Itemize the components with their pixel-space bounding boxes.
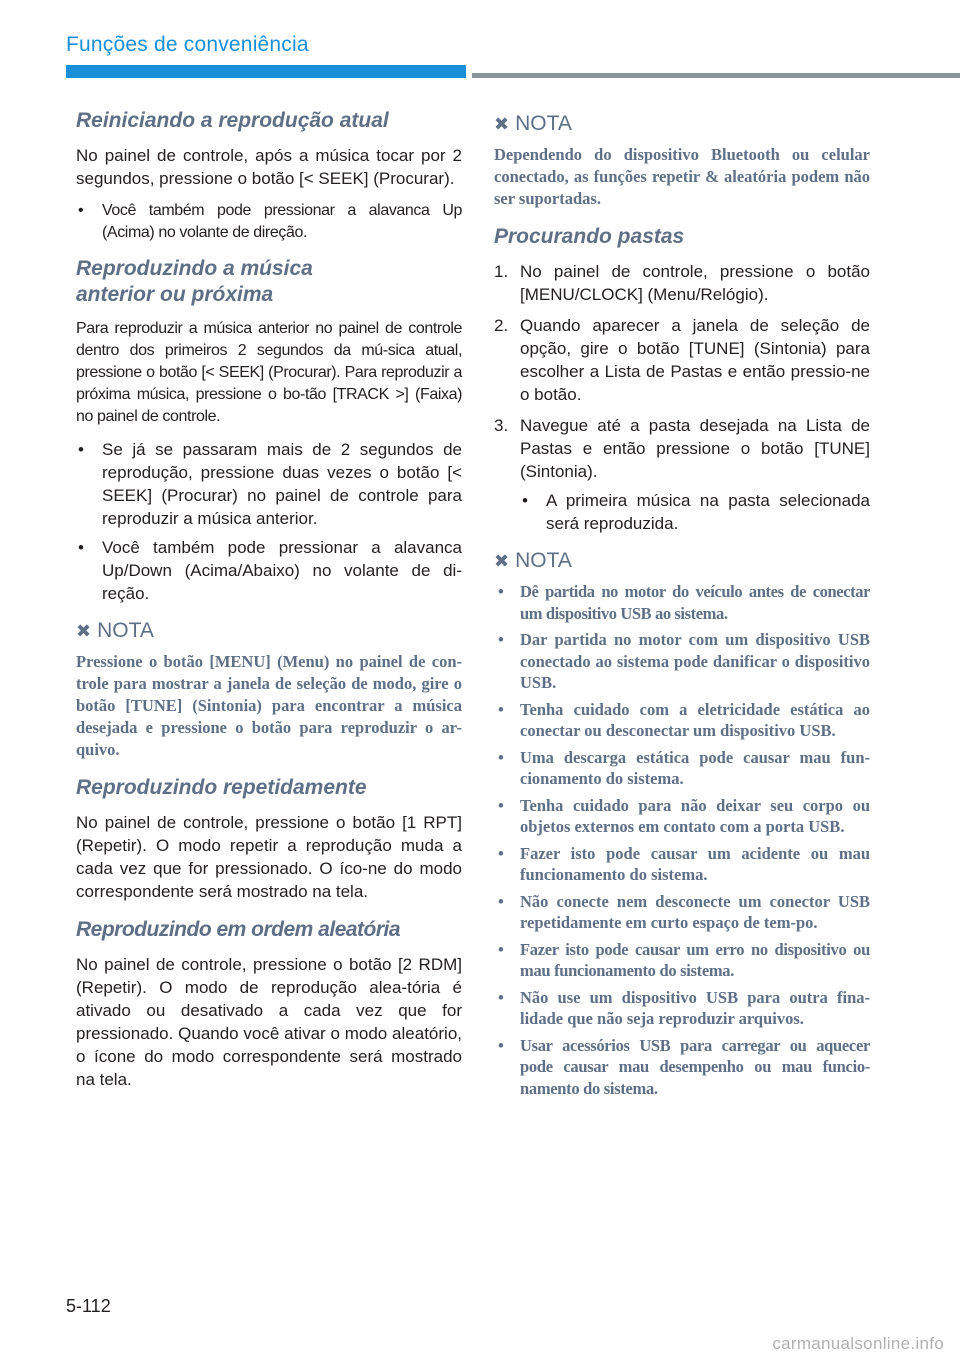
watermark: carmanualsonline.info: [772, 1334, 944, 1353]
section-body-repeat: No painel de controle, pressione o botão [1 RPT] (Repetir). O modo repetir a reprodução muda a cada vez que for pressionado. O íco-ne do modo correspondente será mostrado na tela.: [76, 813, 462, 901]
bullet-icon: •: [498, 582, 504, 601]
note-body: Pressione o botão [MENU] (Menu) no painel de con-trole para mostrar a janela de seleção de modo, gire o botão [TUNE] (Sintonia) para encontrar a música desejada e pressione o botão para reproduzir o ar-quivo.: [76, 652, 462, 759]
bullet-icon: •: [78, 202, 84, 219]
list-item: • Não use um dispositivo USB para outra fina-lidade que não seja reproduzir arquivos.: [498, 987, 870, 1028]
list-item: • Não conecte nem desconecte um conector USB repetidamente em curto espaço de tem-po.: [498, 891, 870, 932]
cross-mark-icon: ✖: [494, 113, 510, 134]
left-column: [76, 108, 462, 1101]
bullet-icon: •: [498, 795, 504, 815]
list-item: 3. Navegue até a pasta desejada na Lista de Pastas e então pressione o botão [TUNE] (Sintonia). • A primeira música na pasta selecionada será reproduzida.: [494, 416, 870, 533]
right-column: [494, 108, 870, 1104]
note-list: [494, 581, 870, 1099]
note-heading: ✖ NOTA: [494, 112, 572, 135]
folder-steps: [494, 260, 870, 535]
bullet-icon: •: [498, 939, 504, 959]
section-title-repeat: Reproduzindo repetidamente: [76, 776, 367, 799]
list-item: • Dê partida no motor do veículo antes de conectar um dispositivo USB ao sistema.: [498, 582, 870, 623]
bullet-icon: •: [498, 699, 504, 719]
list-item: • Dar partida no motor com um dispositivo USB conectado ao sistema pode danificar o dispositivo USB.: [498, 630, 870, 692]
section-title-folders: Procurando pastas: [494, 225, 685, 248]
list-item: 1. No painel de controle, pressione o botão [MENU/CLOCK] (Menu/Relógio).: [494, 262, 870, 304]
section-body-restart: No painel de controle, após a música tocar por 2 segundos, pressione o botão [< SEEK] (Procurar).: [76, 146, 462, 188]
header-accent-bar: [66, 65, 466, 78]
bullet-icon: •: [78, 538, 84, 557]
note-heading: ✖ NOTA: [494, 549, 572, 572]
page-number: 5-112: [66, 1296, 111, 1316]
list-item: 2. Quando aparecer a janela de seleção de opção, gire o botão [TUNE] (Sintonia) para escolher a Lista de Pastas e então pressio-ne o botão.: [494, 316, 870, 404]
restart-bullets: [76, 200, 462, 244]
page-header-title: Funções de conveniência: [66, 33, 309, 56]
list-item: • Fazer isto pode causar um acidente ou mau funcionamento do sistema.: [498, 843, 870, 884]
bullet-icon: •: [498, 843, 504, 863]
note-body: Dependendo do dispositivo Bluetooth ou celular conectado, as funções repetir & aleatória podem não ser suportadas.: [494, 145, 870, 208]
bullet-icon: •: [498, 987, 504, 1007]
section-title-restart: Reiniciando a reprodução atual: [76, 109, 389, 132]
section-body-random: No painel de controle, pressione o botão [2 RDM] (Repetir). O modo de reprodução alea-tória é ativado ou desativado a cada vez que for pressionado. Quando você ativar o modo aleatório, o ícone do modo correspondente será mostrado na tela.: [76, 955, 462, 1089]
section-title-random: Reproduzindo em ordem aleatória: [76, 918, 401, 941]
bullet-icon: •: [498, 1035, 504, 1055]
cross-mark-icon: ✖: [494, 550, 510, 571]
list-item: • Tenha cuidado com a eletricidade estática ao conectar ou desconectar um dispositivo USB.: [498, 699, 870, 740]
prev-next-bullets: [76, 438, 462, 605]
bullet-icon: •: [522, 491, 528, 510]
list-item: • Você também pode pressionar a alavanca Up (Acima) no volante de direção.: [78, 202, 462, 241]
bullet-icon: •: [498, 630, 504, 649]
section-body-prev-next: Para reproduzir a música anterior no painel de controle dentro dos primeiros 2 segundos da mú-sica atual, pressione o botão [< SEEK] (Procurar). Para reproduzir a próxima música, pressione o bo-tão [TRACK >] (Faixa) no painel de controle.: [76, 320, 462, 425]
list-item: • A primeira música na pasta selecionada será reproduzida.: [522, 491, 870, 533]
step-sub-bullets: [520, 489, 870, 535]
bullet-icon: •: [78, 440, 84, 459]
list-item: • Fazer isto pode causar um erro no dispositivo ou mau funcionamento do sistema.: [498, 939, 870, 980]
note-heading: ✖ NOTA: [76, 619, 154, 642]
list-item: • Uma descarga estática pode causar mau fun-cionamento do sistema.: [498, 747, 870, 788]
section-title-prev-next: Reproduzindo a música anterior ou próxima: [76, 257, 313, 306]
cross-mark-icon: ✖: [76, 620, 92, 641]
header-rule: [472, 73, 960, 78]
list-item: • Tenha cuidado para não deixar seu corpo ou objetos externos em contato com a porta USB.: [498, 795, 870, 836]
list-item: • Se já se passaram mais de 2 segundos de reprodução, pressione duas vezes o botão [< SEEK] (Procurar) no painel de controle para reproduzir a música anterior.: [78, 440, 462, 528]
bullet-icon: •: [498, 747, 504, 767]
list-item: • Você também pode pressionar a alavanca Up/Down (Acima/Abaixo) no volante de di-reção.: [78, 538, 462, 603]
bullet-icon: •: [498, 891, 504, 911]
list-item: • Usar acessórios USB para carregar ou aquecer pode causar mau desempenho ou mau funcio-namento do sistema.: [498, 1035, 870, 1098]
